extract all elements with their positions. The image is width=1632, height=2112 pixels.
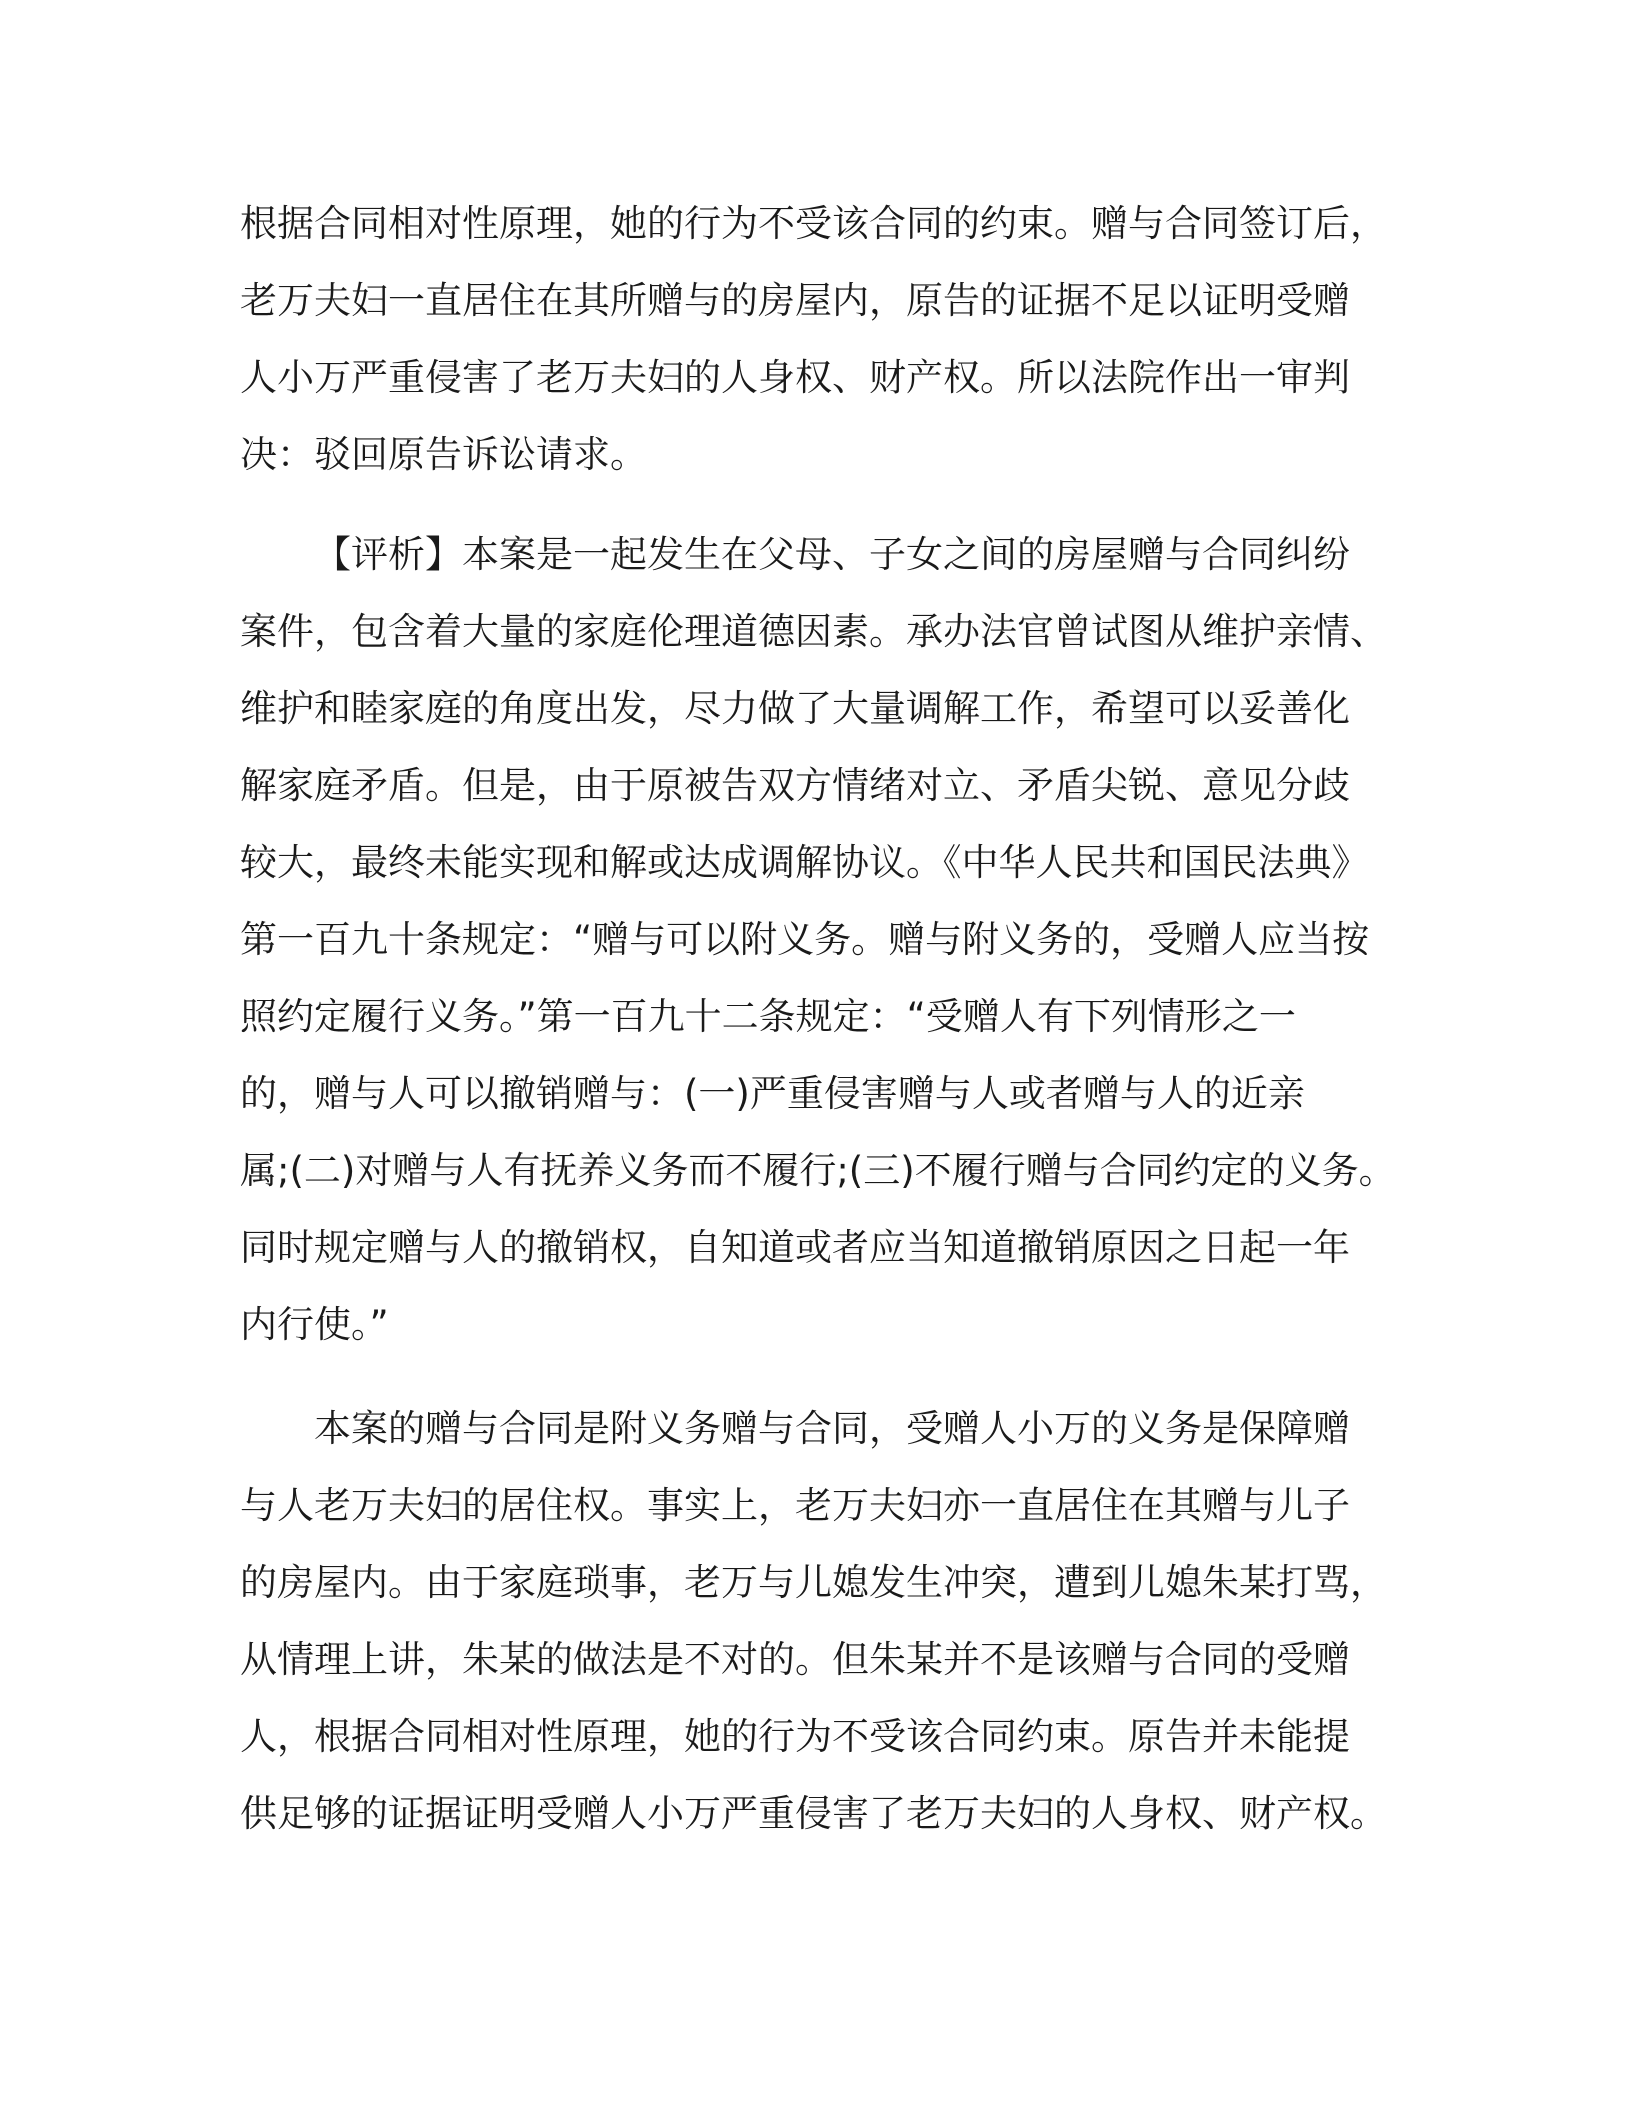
text-line: 解家庭矛盾。但是，由于原被告双方情绪对立、矛盾尖锐、意见分歧 [240,764,1350,807]
text-line: 老万夫妇一直居住在其所赠与的房屋内，原告的证据不足以证明受赠 [240,279,1350,322]
text-line: 的，赠与人可以撤销赠与：(一)严重侵害赠与人或者赠与人的近亲 [240,1072,1305,1115]
text-line: 同时规定赠与人的撤销权，自知道或者应当知道撤销原因之日起一年 [240,1226,1350,1269]
text-line: 第一百九十条规定：“赠与可以附义务。赠与附义务的，受赠人应当按 [240,918,1370,961]
paragraph-conclusion [240,1390,1385,1852]
text-line: 根据合同相对性原理，她的行为不受该合同的约束。赠与合同签订后， [240,202,1387,245]
text-line: 案件，包含着大量的家庭伦理道德因素。承办法官曾试图从维护亲情、 [240,610,1387,653]
text-line: 维护和睦家庭的角度出发，尽力做了大量调解工作，希望可以妥善化 [240,687,1350,730]
text-line: 较大，最终未能实现和解或达成调解协议。《中华人民共和国民法典》 [240,841,1369,884]
paragraph-judgment [240,185,1385,493]
text-line: 照约定履行义务。”第一百九十二条规定：“受赠人有下列情形之一 [240,995,1296,1038]
text-line: 属;(二)对赠与人有抚养义务而不履行;(三)不履行赠与合同约定的义务。 [240,1149,1396,1192]
text-line: 从情理上讲，朱某的做法是不对的。但朱某并不是该赠与合同的受赠 [240,1638,1350,1681]
text-line: 【评析】本案是一起发生在父母、子女之间的房屋赠与合同纠纷 [314,533,1350,576]
paragraph-analysis [240,516,1396,1363]
text-line: 与人老万夫妇的居住权。事实上，老万夫妇亦一直居住在其赠与儿子 [240,1484,1350,1527]
text-line: 本案的赠与合同是附义务赠与合同，受赠人小万的义务是保障赠 [314,1407,1350,1450]
text-line: 内行使。” [240,1303,389,1346]
text-line: 供足够的证据证明受赠人小万严重侵害了老万夫妇的人身权、财产权。 [240,1792,1387,1835]
text-line: 决：驳回原告诉讼请求。 [240,433,647,476]
text-line: 人小万严重侵害了老万夫妇的人身权、财产权。所以法院作出一审判 [240,356,1350,399]
text-line: 的房屋内。由于家庭琐事，老万与儿媳发生冲突，遭到儿媳朱某打骂， [240,1561,1387,1604]
text-line: 人，根据合同相对性原理，她的行为不受该合同约束。原告并未能提 [240,1715,1350,1758]
